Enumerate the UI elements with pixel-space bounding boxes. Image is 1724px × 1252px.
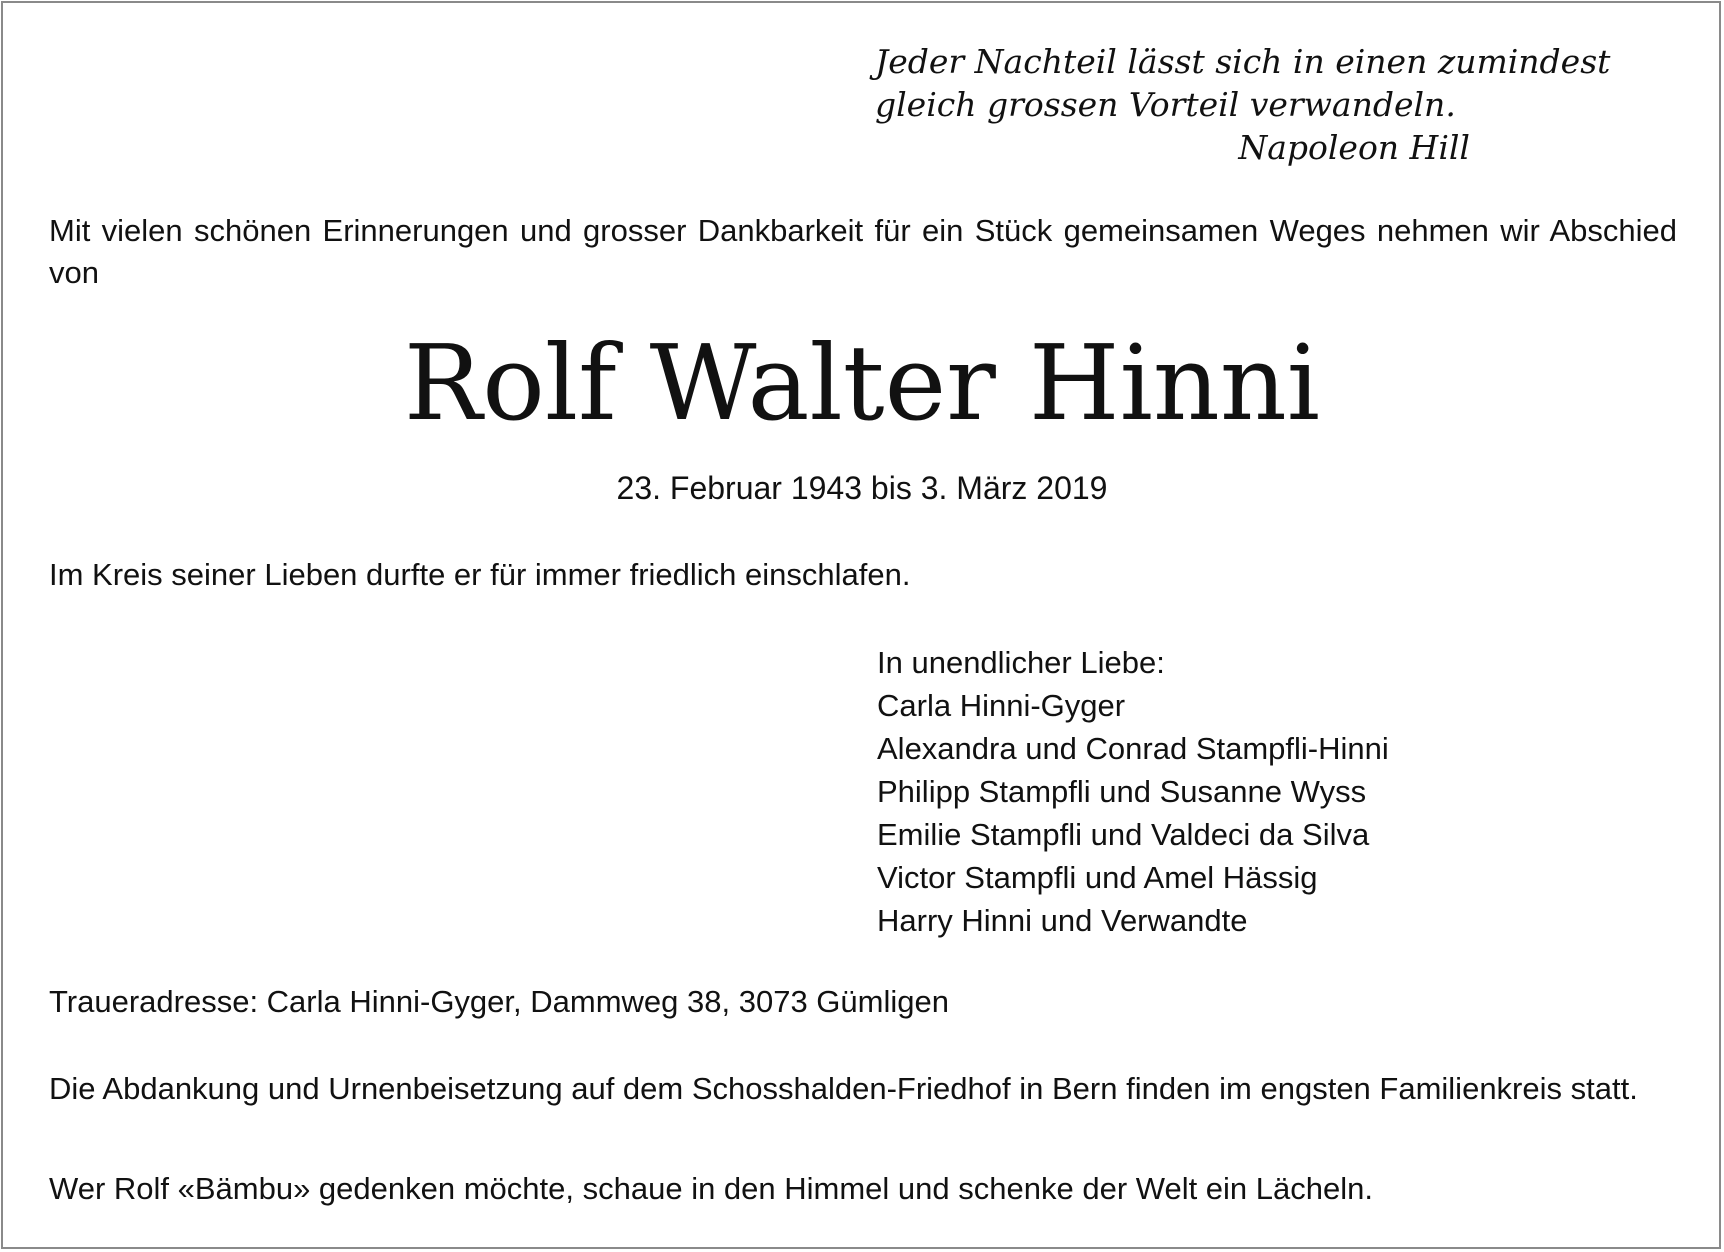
motto-author: Napoleon Hill	[1238, 128, 1470, 167]
deceased-name: Rolf Walter Hinni	[403, 322, 1321, 444]
notice-border	[1, 1, 1721, 1249]
mourner-name: Emilie Stampfli und Valdeci da Silva	[877, 817, 1370, 852]
mourner-name: Philipp Stampfli und Susanne Wyss	[877, 774, 1367, 809]
mourner-name: Carla Hinni-Gyger	[877, 688, 1126, 723]
closing-text: Wer Rolf «Bämbu» gedenken möchte, schaue in den Himmel und schenke der Welt ein Lächeln.	[49, 1171, 1373, 1206]
passing-text: Im Kreis seiner Lieben durfte er für immer friedlich einschlafen.	[49, 557, 911, 592]
mourners-heading: In unendlicher Liebe:	[877, 645, 1165, 680]
ceremony-text: Die Abdankung und Urnenbeisetzung auf dem Schosshalden-Friedhof in Bern finden im engsten Familienkreis statt.	[49, 1071, 1638, 1106]
motto-line: gleich grossen Vorteil verwandeln.	[875, 85, 1456, 124]
intro-text: Mit vielen schönen Erinnerungen und grosser Dankbarkeit für ein Stück gemeinsamen Weges nehmen wir Abschied von	[49, 213, 1677, 290]
life-dates: 23. Februar 1943 bis 3. März 2019	[616, 470, 1108, 506]
mourner-name: Harry Hinni und Verwandte	[877, 903, 1248, 938]
mourners-list	[877, 641, 1389, 942]
mourner-name: Victor Stampfli und Amel Hässig	[877, 860, 1318, 895]
motto-line: Jeder Nachteil lässt sich in einen zumindest	[875, 42, 1611, 81]
mourner-name: Alexandra und Conrad Stampfli-Hinni	[877, 731, 1389, 766]
motto-quote	[875, 40, 1611, 169]
mourning-address: Traueradresse: Carla Hinni-Gyger, Dammweg 38, 3073 Gümligen	[49, 984, 949, 1019]
